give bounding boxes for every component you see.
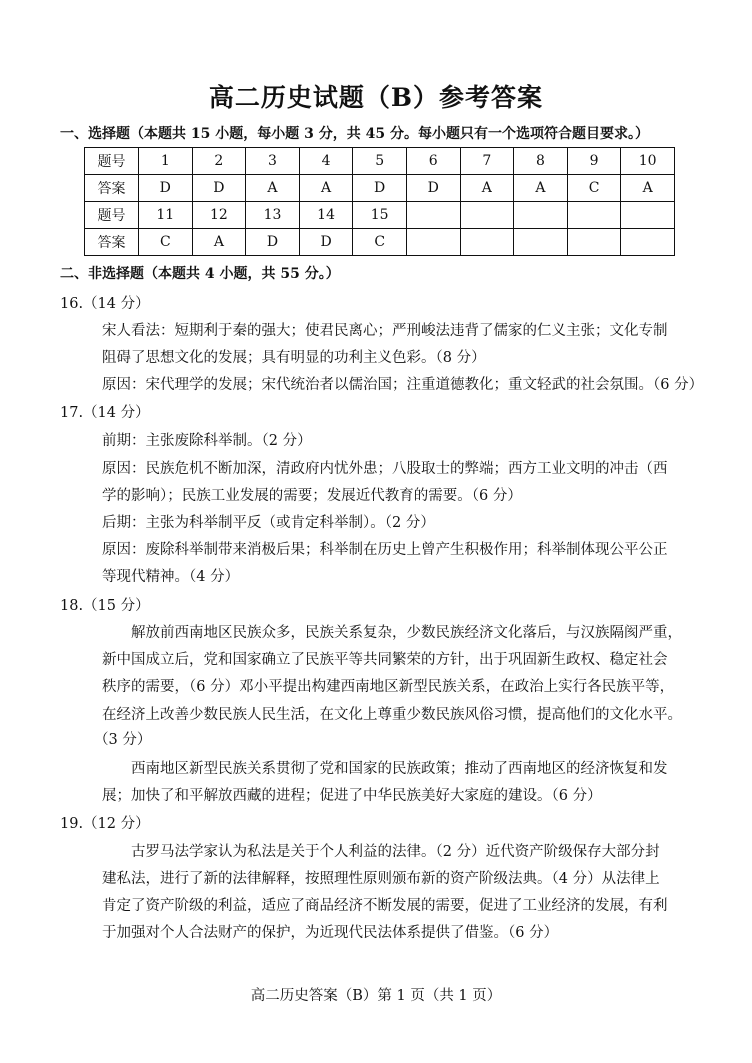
page-title: 高二历史试题（B）参考答案	[208, 83, 544, 112]
q16-line: 原因：宋代理学的发展；宋代统治者以儒治国；注重道德教化；重文轻武的社会氛围。（6 分）	[102, 377, 704, 393]
q17-number: 17.（14 分）	[60, 405, 150, 421]
answer-table-row-label: 题号	[85, 148, 139, 175]
answer-table-cell: A	[299, 175, 353, 202]
answer-table-cell: A	[460, 175, 514, 202]
answer-table-cell	[514, 229, 568, 256]
q18-line: 解放前西南地区民族众多，民族关系复杂，少数民族经济文化落后，与汉族隔阂严重，	[131, 625, 682, 641]
answer-table-cell: 1	[139, 148, 193, 175]
answer-table-cell	[460, 202, 514, 229]
answer-table-cell: 9	[567, 148, 621, 175]
answer-table-cell: 4	[299, 148, 353, 175]
answer-table-cell: 8	[514, 148, 568, 175]
answer-table-cell: 6	[406, 148, 460, 175]
answer-table-cell	[514, 202, 568, 229]
q19-number: 19.（12 分）	[60, 816, 150, 832]
answer-table-row	[85, 202, 675, 229]
q17-line: 后期：主张为科举制平反（或肯定科举制）。（2 分）	[102, 515, 435, 531]
answer-table-cell: 12	[192, 202, 246, 229]
answer-table-cell: A	[621, 175, 675, 202]
answer-table	[84, 147, 675, 256]
q18-line: 展；加快了和平解放西藏的进程；促进了中华民族美好大家庭的建设。（6 分）	[102, 788, 602, 804]
q17-line: 等现代精神。（4 分）	[102, 569, 240, 585]
q18-line: 新中国成立后，党和国家确立了民族平等共同繁荣的方针，出于巩固新生政权、稳定社会	[102, 652, 668, 668]
section2-heading: 二、非选择题（本题共 4 小题，共 55 分。）	[60, 266, 340, 282]
page-footer: 高二历史答案（B）第 1 页（共 1 页）	[250, 988, 502, 1004]
answer-table-cell: 7	[460, 148, 514, 175]
answer-table-cell	[567, 229, 621, 256]
answer-table-cell: C	[139, 229, 193, 256]
answer-table-cell: D	[246, 229, 300, 256]
answer-table-cell	[567, 202, 621, 229]
answer-table-cell: 14	[299, 202, 353, 229]
answer-table-cell: D	[192, 175, 246, 202]
answer-table-row-label: 答案	[85, 229, 139, 256]
answer-table-cell: 5	[353, 148, 407, 175]
answer-table-row	[85, 148, 675, 175]
answer-table-row-label: 题号	[85, 202, 139, 229]
q19-line: 于加强对个人合法财产的保护，为近现代民法体系提供了借鉴。（6 分）	[102, 925, 559, 941]
q17-line: 学的影响）；民族工业发展的需要；发展近代教育的需要。（6 分）	[102, 488, 522, 504]
q19-line: 肯定了资产阶级的利益，适应了商品经济不断发展的需要，促进了工业经济的发展，有利	[102, 898, 668, 914]
q16-number: 16.（14 分）	[60, 296, 150, 312]
answer-table-cell: 3	[246, 148, 300, 175]
answer-table-cell: A	[246, 175, 300, 202]
answer-table-cell	[621, 202, 675, 229]
answer-table-cell: 11	[139, 202, 193, 229]
answer-table-cell: D	[139, 175, 193, 202]
q18-number: 18.（15 分）	[60, 598, 150, 614]
q19-line: 建私法，进行了新的法律解释，按照理性原则颁布新的资产阶级法典。（4 分）从法律上	[102, 871, 660, 887]
answer-table-cell: 15	[353, 202, 407, 229]
answer-table-cell	[406, 229, 460, 256]
answer-table-cell: C	[353, 229, 407, 256]
answer-table-row	[85, 175, 675, 202]
q18-line: （3 分）	[94, 732, 152, 748]
answer-table-row-label: 答案	[85, 175, 139, 202]
q18-line: 在经济上改善少数民族人民生活，在文化上尊重少数民族风俗习惯，提高他们的文化水平。	[102, 707, 682, 723]
q17-line: 原因：废除科举制带来消极后果；科举制在历史上曾产生积极作用；科举制体现公平公正	[102, 542, 668, 558]
answer-table-cell: D	[299, 229, 353, 256]
answer-table-cell: 13	[246, 202, 300, 229]
q17-line: 前期：主张废除科举制。（2 分）	[102, 433, 312, 449]
answer-table-cell: D	[353, 175, 407, 202]
answer-table-cell: 2	[192, 148, 246, 175]
answer-table-cell	[406, 202, 460, 229]
answer-table-cell: A	[192, 229, 246, 256]
q19-line: 古罗马法学家认为私法是关于个人利益的法律。（2 分）近代资产阶级保存大部分封	[131, 844, 660, 860]
q18-line: 西南地区新型民族关系贯彻了党和国家的民族政策；推动了西南地区的经济恢复和发	[131, 761, 668, 777]
q17-line: 原因：民族危机不断加深，清政府内忧外患；八股取士的弊端；西方工业文明的冲击（西	[102, 461, 668, 477]
answer-table-cell: A	[514, 175, 568, 202]
answer-table-cell	[621, 229, 675, 256]
section1-heading: 一、选择题（本题共 15 小题，每小题 3 分，共 45 分。每小题只有一个选项符合题目要求。）	[60, 126, 649, 142]
answer-table-cell: C	[567, 175, 621, 202]
q16-line: 阻碍了思想文化的发展；具有明显的功利主义色彩。（8 分）	[102, 350, 486, 366]
q18-line: 秩序的需要，（6 分）邓小平提出构建西南地区新型民族关系，在政治上实行各民族平等，	[102, 679, 675, 695]
answer-table-cell: 10	[621, 148, 675, 175]
answer-table-row	[85, 229, 675, 256]
answer-table-cell	[460, 229, 514, 256]
answer-table-cell: D	[406, 175, 460, 202]
q16-line: 宋人看法：短期利于秦的强大；使君民离心；严刑峻法违背了儒家的仁义主张；文化专制	[102, 323, 668, 339]
